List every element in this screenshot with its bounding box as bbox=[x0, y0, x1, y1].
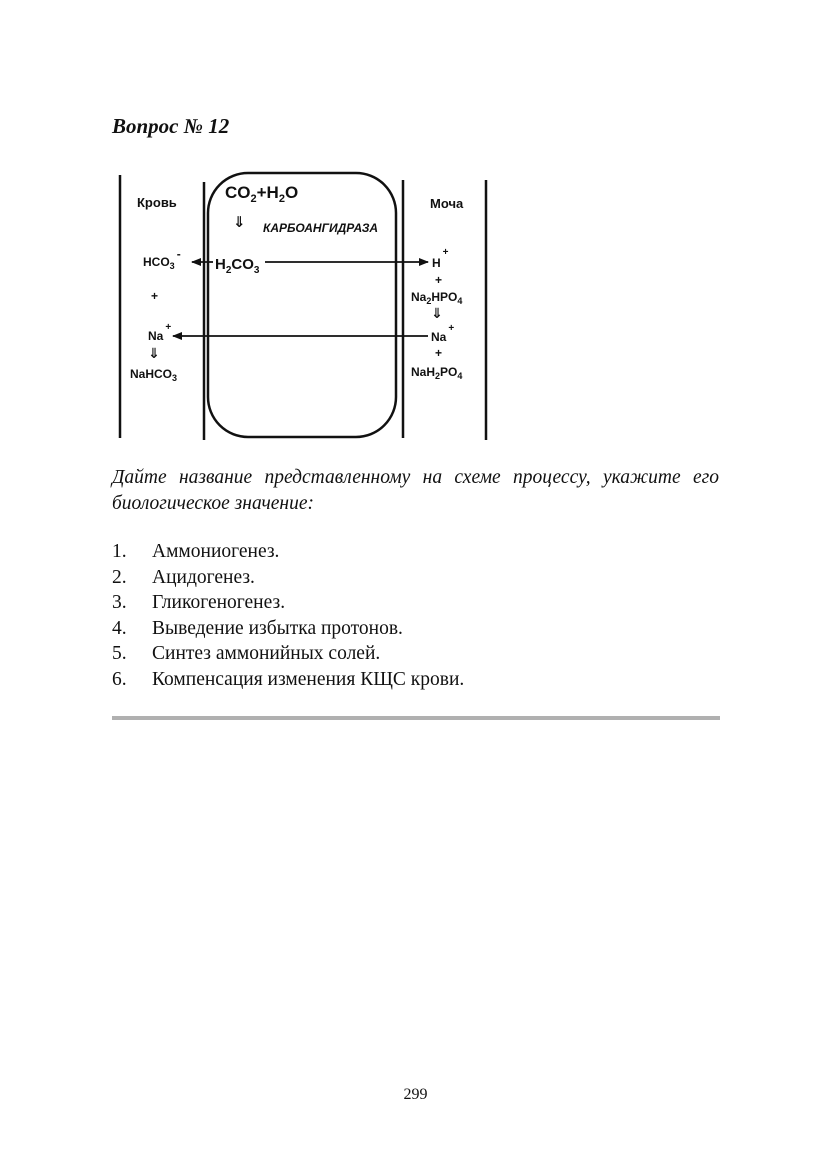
answer-options bbox=[112, 539, 464, 692]
h-plus-ion: H+ bbox=[432, 247, 449, 270]
hco3-ion: $HCO_3-$ bbox=[143, 247, 181, 271]
tubular-cell bbox=[208, 173, 396, 437]
answer-option: 1. Аммониогенез. bbox=[112, 541, 280, 562]
arrow-down-co2: ⇓ bbox=[233, 214, 246, 231]
enzyme-label: КАРБОАНГИДРАЗА bbox=[263, 221, 379, 235]
na-plus-left: Na+ bbox=[148, 322, 172, 343]
urine-label: Моча bbox=[430, 196, 464, 211]
blood-label: Кровь bbox=[137, 195, 177, 210]
page-number: 299 bbox=[403, 1086, 428, 1103]
h2co3-formula: $H_2CO_3$ bbox=[215, 256, 260, 276]
answer-option: 3. Гликогеногенез. bbox=[112, 592, 286, 613]
answer-option: 5. Синтез аммонийных солей. bbox=[112, 643, 381, 664]
plus-right-2: + bbox=[435, 346, 443, 360]
answer-option: 6. Компенсация изменения КЩС крови. bbox=[112, 668, 465, 690]
nah2po4-formula: $NaH_2PO_4$ bbox=[411, 365, 463, 381]
question-title: Вопрос № 12 bbox=[112, 114, 230, 138]
question-prompt: Дайте название представленному на схеме процессу, укажите его биологическое значение: bbox=[112, 467, 719, 514]
section-divider bbox=[112, 716, 720, 720]
arrow-down-left: ⇓ bbox=[148, 345, 160, 361]
plus-left: + bbox=[151, 289, 159, 303]
answer-option: 2. Ацидогенез. bbox=[112, 566, 255, 588]
renal-acidogenesis-diagram bbox=[100, 170, 500, 445]
co2-h2o-formula: $CO_2+H_2O$ bbox=[225, 183, 299, 205]
na-plus-right: Na+ bbox=[431, 323, 455, 344]
plus-right-1: + bbox=[435, 273, 443, 287]
nahco3-formula: NaHCO$_3$ bbox=[130, 367, 178, 383]
answer-option: 4. Выведение избытка протонов. bbox=[112, 617, 403, 639]
arrow-down-right: ⇓ bbox=[431, 305, 443, 321]
na2hpo4-formula: $Na_2HPO_4$ bbox=[411, 290, 463, 306]
